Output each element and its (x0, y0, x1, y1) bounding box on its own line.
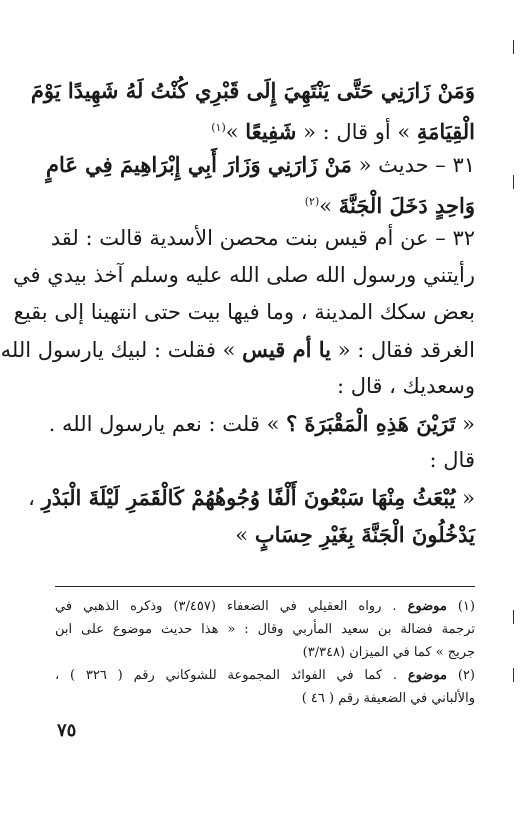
margin-mark (513, 610, 514, 624)
bold-phrase: وَاحِدٍ دَخَلَ الْجَنَّةَ (338, 193, 475, 218)
text-line: قال : (429, 448, 475, 472)
text-line: بعض سكك المدينة ، وما فيها بيت حتى انتهينا إلى بقيع (13, 300, 475, 324)
text-line (45, 146, 475, 183)
text-segment: « (455, 412, 475, 436)
text-line: ٣٢ – عن أم قيس بنت محصن الأسدية قالت : لقد (50, 226, 475, 250)
margin-mark (513, 175, 514, 189)
text-line: رأيتني ورسول الله صلى الله عليه وسلم آخذ بيدي في (13, 263, 475, 287)
bold-phrase: يَدْخُلُونَ الْجَنَّةَ بِغَيْرِ حِسَابٍ (254, 522, 475, 547)
bold-phrase: موضوع (407, 668, 448, 683)
text-segment: (٢) (447, 668, 475, 683)
footnote-divider (55, 586, 475, 587)
bold-phrase: الْقِيَامَةِ (416, 119, 475, 144)
text-segment: ، (28, 486, 42, 510)
text-segment: » (319, 194, 339, 218)
text-line (0, 331, 475, 368)
page-number: ٧٥ (57, 720, 77, 741)
text-segment: » أو قال : « (296, 120, 417, 144)
footnote-ref: (١) (211, 121, 226, 134)
text-segment: » فقلت : لبيك يارسول الله (0, 338, 243, 362)
footnote-line (55, 664, 475, 687)
bold-phrase: مَنْ زَارَنِي وَزَارَ أَبِي إِبْرَاهِيمَ فِي عَامٍ (45, 152, 352, 177)
text-segment: » (225, 120, 246, 144)
text-line (55, 109, 475, 146)
text-segment: » (235, 523, 255, 547)
text-line: وَمَنْ زَارَنِي حَتَّى يَنْتَهِيَ إِلَى قَبْرِي كُنْتُ لَهُ شَهِيدًا يَوْمَ (30, 78, 475, 103)
text-segment: « (455, 486, 475, 510)
bold-phrase: تَرَيْنَ هَذِهِ الْمَقْبَرَةَ ؟ (286, 411, 456, 436)
footnote-line (55, 595, 475, 618)
text-segment: (١) (446, 599, 475, 614)
margin-mark (513, 668, 514, 682)
bold-phrase: يُبْعَثُ مِنْهَا سَبْعُونَ أَلْفًا وُجُوهُهُمْ كَالْقَمَرِ لَيْلَةَ الْبَدْرِ (41, 485, 456, 510)
text-line (55, 183, 475, 220)
text-segment: » قلت : نعم يارسول الله . (48, 412, 287, 436)
bold-phrase: موضوع (407, 599, 447, 614)
footnote-line: جريج » كما في الميزان (٣/٣٤٨) (302, 645, 475, 660)
text-segment: . كما في الفوائد المجموعة للشوكاني رقم ( ٣٢٦ ) ، (55, 668, 408, 683)
footnote-ref: (٢) (304, 195, 320, 208)
bold-phrase: يا أم قيس (242, 337, 332, 362)
text-line (48, 405, 475, 442)
text-segment: الغرقد فقال : « (331, 338, 475, 362)
footnote-line: ترجمة فضالة بن سعيد المأربي وقال : « هذا حديث موضوع على ابن (55, 622, 475, 637)
text-line (28, 479, 475, 516)
footnote-line: والألباني في الضعيفة رقم ( ٤٦ ) (301, 691, 475, 706)
bold-phrase: شَفِيعًا (245, 119, 297, 144)
footnotes (55, 595, 475, 710)
text-segment: . رواه العقيلي في الضعفاء (٣/٤٥٧) وذكره الذهبي في (55, 599, 408, 614)
text-line (55, 516, 475, 553)
text-line: وسعديك ، قال : (336, 374, 475, 398)
main-text (0, 72, 475, 553)
text-segment: ٣١ – حديث « (351, 153, 475, 177)
margin-mark (513, 40, 514, 54)
